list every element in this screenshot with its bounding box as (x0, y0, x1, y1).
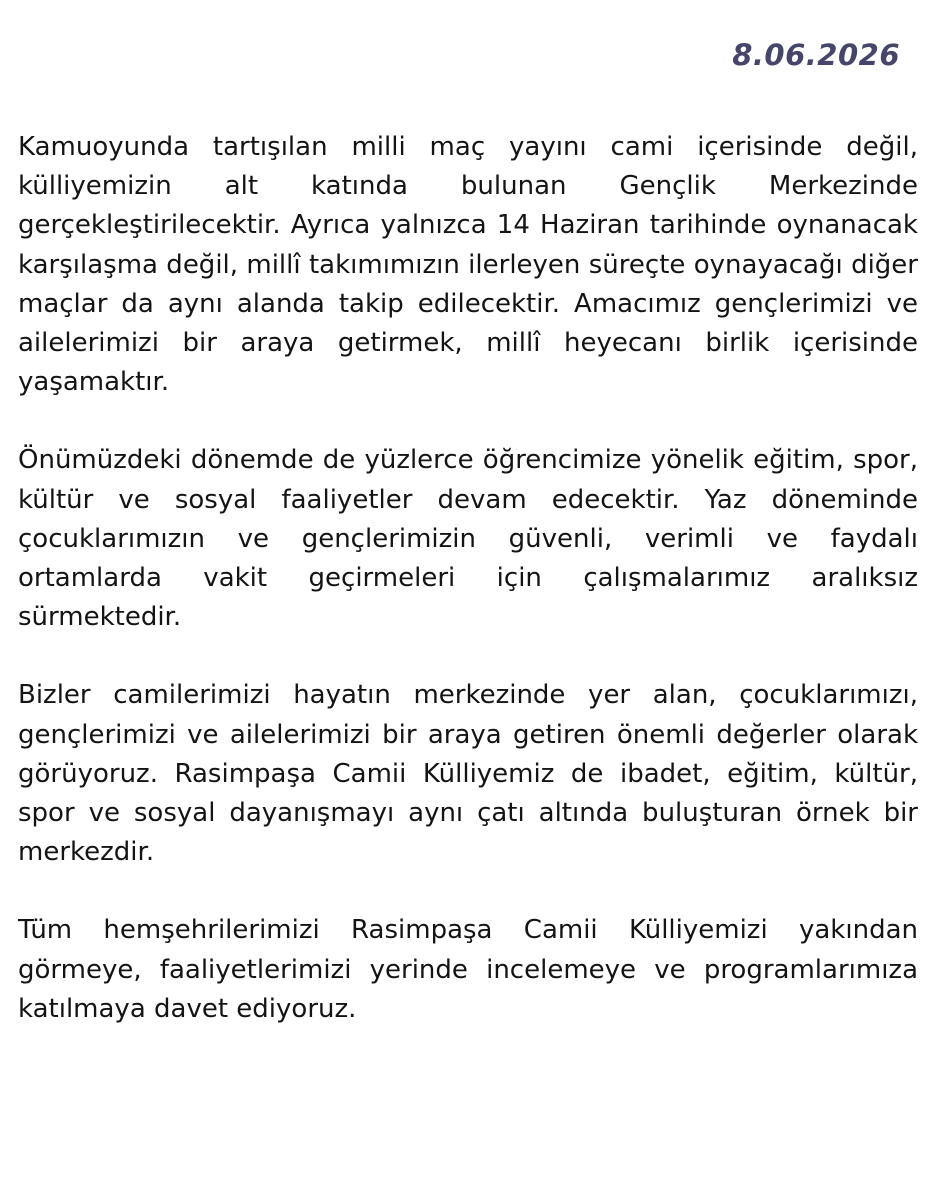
paragraph-3: Bizler camilerimizi hayatın merkezinde yer alan, çocuklarımızı, gençlerimizi ve ailelerimizi bir araya getiren önemli değerler olarak görüyoruz. Rasimpaşa Camii Külliyemiz de ibadet, eğitim, kültür, spor ve sosyal dayanışmayı aynı çatı altında buluşturan örnek bir merkezdir. (18, 680, 918, 868)
paragraph-2: Önümüzdeki dönemde de yüzlerce öğrencimize yönelik eğitim, spor, kültür ve sosyal faaliyetler devam edecektir. Yaz döneminde çocuklarımızın ve gençlerimizin güvenli, verimli ve faydalı ortamlarda vakit geçirmeleri için çalışmalarımız aralıksız sürmektedir. (18, 445, 918, 633)
paragraph-1: Kamuoyunda tartışılan milli maç yayını cami içerisinde değil, külliyemizin alt katında bulunan Gençlik Merkezinde gerçekleştirilecektir. Ayrıca yalnızca 14 Haziran tarihinde oynanacak karşılaşma değil, millî takımımızın ilerleyen süreçte oynayacağı diğer maçlar da aynı alanda takip edilecektir. Amacımız gençlerimizi ve ailelerimizi bir araya getirmek, millî heyecanı birlik içerisinde yaşamaktır. (18, 132, 918, 398)
statement-date: 8.06.2026 (732, 38, 900, 72)
statement-body (18, 128, 918, 1029)
paragraph-4: Tüm hemşehrilerimizi Rasimpaşa Camii Külliyemizi yakından görmeye, faaliyetlerimizi yerinde incelemeye ve programlarımıza katılmaya davet ediyoruz. (18, 915, 918, 1024)
